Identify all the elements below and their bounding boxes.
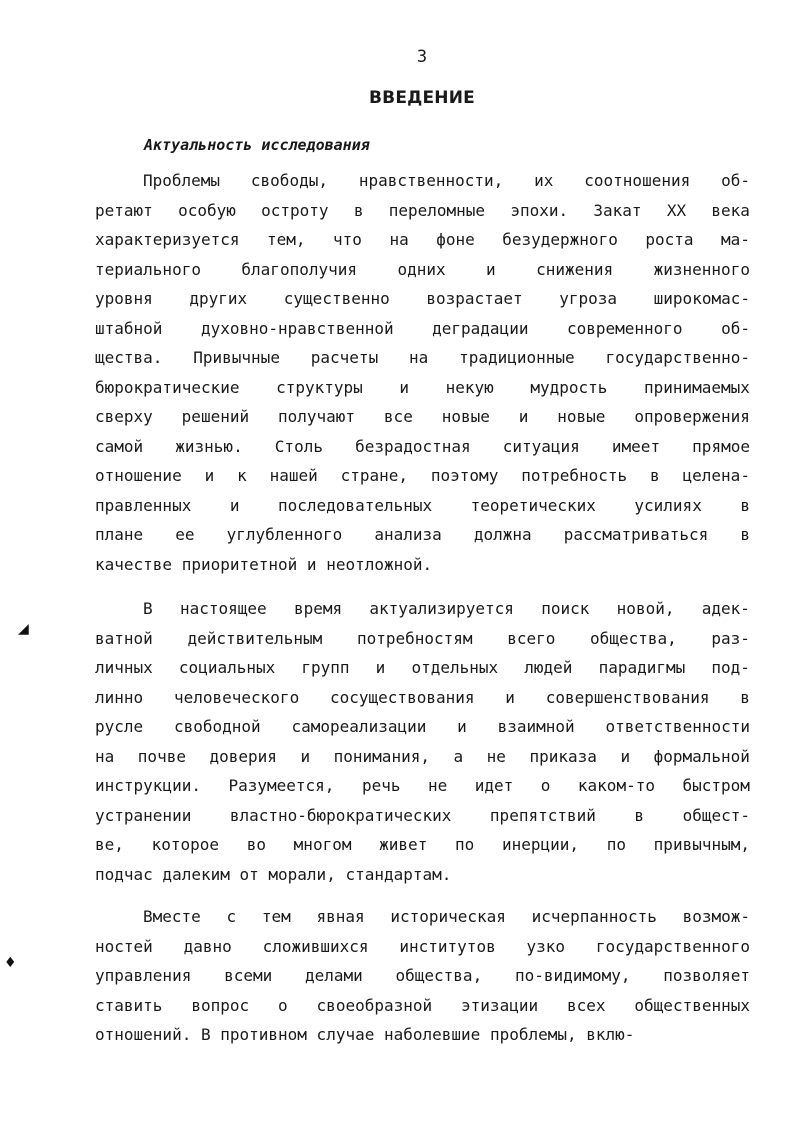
paragraph-1 <box>95 166 775 579</box>
page-number: 3 <box>416 47 428 67</box>
text-line: на почве доверия и понимания, а не приказа и формальной <box>95 746 750 766</box>
text-line: инструкции. Разумеется, речь не идет о каком-то быстром <box>95 776 750 795</box>
text-line: уровня других существенно возрастает угроза широкомас- <box>95 289 750 308</box>
margin-mark: ◢ <box>18 621 29 637</box>
text-line: подчас далеким от морали, стандартам. <box>95 864 452 884</box>
text-line: В настоящее время актуализируется поиск новой, адек- <box>143 599 750 618</box>
margin-mark: ♦ <box>4 955 17 971</box>
text-line: ве, которое во многом живет по инерции, по привычным, <box>95 835 750 854</box>
text-line: ватной действительным потребностям всего общества, раз- <box>95 628 750 648</box>
text-line: плане ее углубленного анализа должна рассматриваться в <box>95 525 750 544</box>
text-line: щества. Привычные расчеты на традиционные государственно- <box>95 348 750 367</box>
text-line: ностей давно сложившихся институтов узко государственного <box>95 936 750 956</box>
text-line: териального благополучия одних и снижения жизненного <box>95 259 750 279</box>
text-line: ставить вопрос о своеобразной этизации всех общественных <box>95 995 750 1015</box>
text-line: характеризуется тем, что на фоне безудержного роста ма- <box>95 230 750 249</box>
text-line: правленных и последовательных теоретических усилиях в <box>95 495 750 515</box>
text-line: ретают особую остроту в переломные эпохи. Закат XX века <box>95 200 750 220</box>
text-line: отношений. В противном случае наболевшие проблемы, вклю- <box>95 1025 635 1044</box>
text-line: Проблемы свободы, нравственности, их соотношения об- <box>143 171 750 190</box>
text-line: бюрократические структуры и некую мудрость принимаемых <box>95 377 750 397</box>
paragraph-3 <box>95 902 775 1050</box>
text-line: штабной духовно-нравственной деградации современного об- <box>95 318 750 338</box>
text-line: устранении властно-бюрократических препятствий в общест- <box>95 805 750 825</box>
text-line: самой жизнью. Столь безрадостная ситуация имеет прямое <box>95 436 750 456</box>
page-title: ВВЕДЕНИЕ <box>369 88 475 108</box>
text-line: управления всеми делами общества, по-видимому, позволяет <box>95 966 750 985</box>
text-line: качестве приоритетной и неотложной. <box>95 554 433 574</box>
text-line: линно человеческого сосуществования и совершенствования в <box>95 687 750 707</box>
section-heading: Актуальность исследования <box>144 136 370 154</box>
text-line: отношение и к нашей стране, поэтому потребность в целена- <box>95 466 750 485</box>
text-line: личных социальных групп и отдельных людей парадигмы под- <box>95 658 750 677</box>
text-line: сверху решений получают все новые и новые опровержения <box>95 407 750 426</box>
text-line: Вместе с тем явная историческая исчерпанность возмож- <box>143 907 750 926</box>
paragraph-2 <box>95 594 775 889</box>
text-line: русле свободной самореализации и взаимной ответственности <box>95 717 750 736</box>
